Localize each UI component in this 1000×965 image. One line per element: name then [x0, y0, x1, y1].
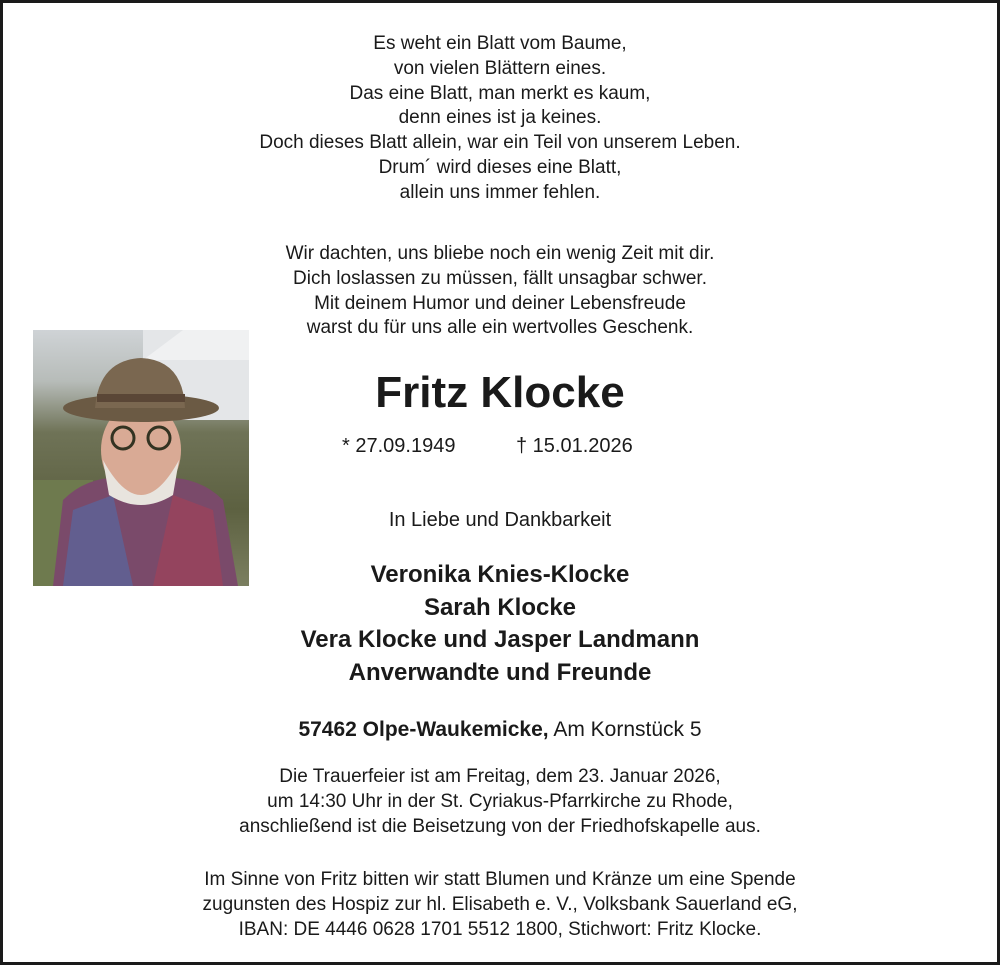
farewell-line: Mit deinem Humor und deiner Lebensfreude [314, 292, 686, 314]
poem-line: Das eine Blatt, man merkt es kaum, [349, 82, 651, 104]
poem-line: Drum´ wird dieses eine Blatt, [378, 156, 622, 178]
dedication: In Liebe und Dankbarkeit [388, 509, 612, 531]
mourners [0, 559, 1000, 690]
address-street: Am Kornstück 5 [553, 718, 702, 741]
funeral-line: anschließend ist die Beisetzung von der Friedhofskapelle aus. [239, 815, 761, 837]
poem-line: von vielen Blättern eines. [393, 57, 607, 79]
mourner: Anverwandte und Freunde [348, 659, 652, 687]
deceased-name: Fritz Klocke [375, 368, 625, 417]
poem-line: Es weht ein Blatt vom Baume, [373, 33, 627, 54]
donation-line: Im Sinne von Fritz bitten wir statt Blumen und Kränze um eine Spende [204, 869, 796, 890]
donation-info [0, 868, 1000, 942]
farewell-line: Wir dachten, uns bliebe noch ein wenig Zeit mit dir. [285, 243, 715, 264]
farewell-line: warst du für uns alle ein wertvolles Geschenk. [306, 317, 694, 339]
death-date: † 15.01.2026 [516, 435, 633, 457]
funeral-info [0, 765, 1000, 839]
address [0, 718, 1000, 742]
funeral-line: um 14:30 Uhr in der St. Cyriakus-Pfarrkirche zu Rhode, [267, 790, 733, 812]
farewell-line: Dich loslassen zu müssen, fällt unsagbar schwer. [293, 267, 707, 289]
donation-line: zugunsten des Hospiz zur hl. Elisabeth e. V., Volksbank Sauerland eG, [202, 893, 798, 915]
poem-line: Doch dieses Blatt allein, war ein Teil von unserem Leben. [259, 132, 741, 154]
mourner: Vera Klocke und Jasper Landmann [300, 626, 700, 654]
mourner: Veronika Knies-Klocke [370, 561, 630, 588]
poem-line: denn eines ist ja keines. [398, 107, 602, 129]
poem-line: allein uns immer fehlen. [399, 181, 601, 203]
address-city: 57462 Olpe-Waukemicke, [298, 718, 549, 741]
funeral-line: Die Trauerfeier ist am Freitag, dem 23. Januar 2026, [279, 766, 721, 787]
farewell-text [0, 242, 1000, 341]
poem [0, 32, 1000, 206]
donation-line: IBAN: DE 4446 0628 1701 5512 1800, Stichwort: Fritz Klocke. [238, 918, 762, 940]
mourner: Sarah Klocke [423, 593, 577, 621]
birth-date: * 27.09.1949 [342, 435, 456, 457]
